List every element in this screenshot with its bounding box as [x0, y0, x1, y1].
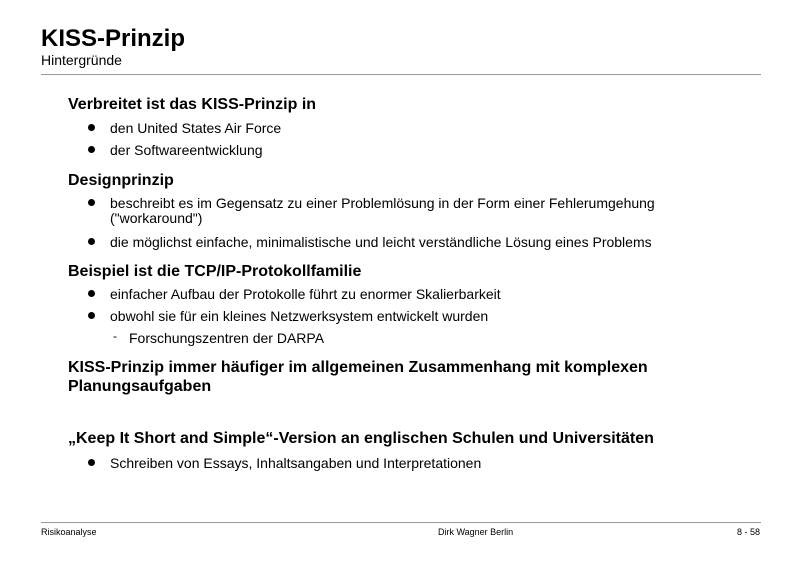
bullet-dot-icon: [88, 146, 95, 153]
section-heading: KISS-Prinzip immer häufiger im allgemeinen Zusammenhang mit komplexen: [68, 359, 648, 376]
bullet-item: die möglichst einfache, minimalistische und leicht verständliche Lösung eines Problems: [110, 234, 652, 250]
bullet-item: Schreiben von Essays, Inhaltsangaben und Interpretationen: [110, 455, 482, 471]
bullet-item: beschreibt es im Gegensatz zu einer Problemlösung in der Form einer Fehlerumgehung: [110, 195, 655, 211]
section-heading: „Keep It Short and Simple“-Version an englischen Schulen und Universitäten: [68, 430, 654, 447]
bullet-dot-icon: [88, 199, 95, 206]
slide-subtitle: Hintergründe: [41, 52, 122, 68]
footer-course: Risikoanalyse: [41, 527, 97, 537]
section-heading: Verbreitet ist das KISS-Prinzip in: [68, 96, 317, 113]
bullet-dot-icon: [88, 290, 95, 297]
section-heading: Designprinzip: [68, 172, 174, 189]
section-heading: Beispiel ist die TCP/IP-Protokollfamilie: [68, 263, 362, 280]
header-divider: [41, 74, 761, 75]
bullet-dot-icon: [88, 124, 95, 131]
footer-author: Dirk Wagner Berlin: [438, 527, 514, 537]
bullet-dot-icon: [88, 238, 95, 245]
section-heading-continuation: Planungsaufgaben: [68, 378, 212, 395]
sub-item: Forschungszentren der DARPA: [129, 330, 325, 346]
bullet-item: einfacher Aufbau der Protokolle führt zu enormer Skalierbarkeit: [110, 286, 501, 302]
bullet-item-continuation: ("workaround"): [110, 210, 203, 226]
slide-title: KISS-Prinzip: [41, 25, 186, 52]
bullet-dot-icon: [88, 459, 95, 466]
footer-divider: [41, 522, 761, 523]
footer-page-number: 8 - 58: [736, 527, 760, 537]
bullet-dot-icon: [88, 312, 95, 319]
dash-icon: -: [113, 329, 117, 343]
bullet-item: der Softwareentwicklung: [110, 142, 263, 158]
bullet-item: den United States Air Force: [110, 120, 282, 136]
bullet-item: obwohl sie für ein kleines Netzwerksystem entwickelt wurden: [110, 308, 489, 324]
